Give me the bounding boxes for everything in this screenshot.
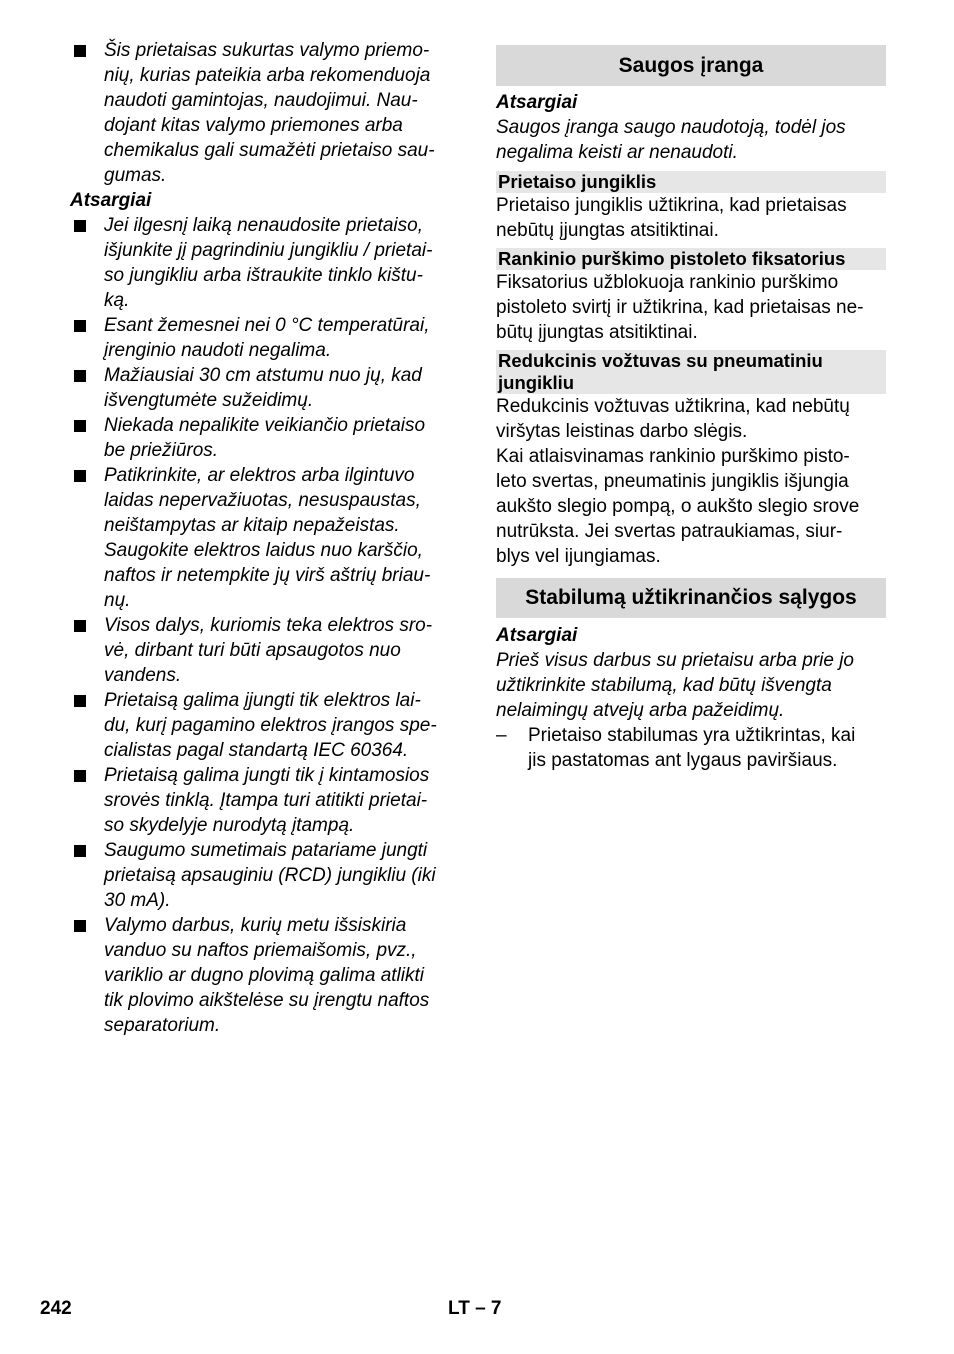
dash-bullet: – xyxy=(496,725,507,746)
square-bullet-icon xyxy=(74,620,86,632)
bullet-item: Prietaisą galima įjungti tik elektros lai- du, kurį pagamino elektros įrangos spe- cialistas pagal standartą IEC 60364. xyxy=(70,688,462,763)
square-bullet-icon xyxy=(74,45,86,57)
bullet-item: Niekada nepalikite veikiančio prietaiso be priežiūros. xyxy=(70,413,462,463)
square-bullet-icon xyxy=(74,320,86,332)
square-bullet-icon xyxy=(74,845,86,857)
square-bullet-icon xyxy=(74,370,86,382)
intro-bullet: Šis prietaisas sukurtas valymo priemo- nių, kurias pateikia arba rekomenduoja naudoti gamintojas, naudojimui. Nau- dojant kitas valymo priemones arba chemikalus gali sumažėti prietaiso sau- gumas. xyxy=(70,38,462,188)
bullet-item: Patikrinkite, ar elektros arba ilgintuvo laidas nepervažiuotas, nesuspaustas, neištampytas ar kitaip nepažeistas. Saugokite elektros laidus nuo karščio, naftos ir netempkite jų virš aštrių briau- nų. xyxy=(70,463,462,613)
warning-label: Atsargiai xyxy=(496,92,578,113)
bullet-item: Prietaisą galima jungti tik į kintamosios srovės tinklą. Įtampa turi atitikti prietai- so skydelyje nurodytą įtampą. xyxy=(70,763,462,838)
bullet-item: Esant žemesnei nei 0 °C temperatūrai, įrenginio naudoti negalima. xyxy=(70,313,462,363)
language-page-label: LT – 7 xyxy=(448,1298,502,1319)
bullet-item: Visos dalys, kuriomis teka elektros sro- vė, dirbant turi būti apsaugotos nuo vandens. xyxy=(70,613,462,688)
subheading-device-switch: Prietaiso jungiklis xyxy=(496,171,886,193)
bullet-item: Mažiausiai 30 cm atstumu nuo jų, kad išvengtumėte sužeidimų. xyxy=(70,363,462,413)
square-bullet-icon xyxy=(74,695,86,707)
square-bullet-icon xyxy=(74,220,86,232)
right-column xyxy=(496,45,886,773)
warning-label: Atsargiai xyxy=(70,190,152,211)
square-bullet-icon xyxy=(74,470,86,482)
paragraph: Prietaiso jungiklis užtikrina, kad prietaisas nebūtų įjungtas atsitiktinai. xyxy=(496,195,847,241)
paragraph: Redukcinis vožtuvas užtikrina, kad nebūtų viršytas leistinas darbo slėgis. xyxy=(496,396,850,442)
paragraph: Fiksatorius užblokuoja rankinio purškimo pistoleto svirtį ir užtikrina, kad prietaisas ne- būtų įjungtas atsitiktinai. xyxy=(496,272,864,343)
square-bullet-icon xyxy=(74,770,86,782)
square-bullet-icon xyxy=(74,420,86,432)
section-heading-stability: Stabilumą užtikrinančios sąlygos xyxy=(496,578,886,618)
bullet-item: Valymo darbus, kurių metu išsiskiria vanduo su naftos priemaišomis, pvz., variklio ar dugno plovimą galima atlikti tik plovimo aikštelėse su įrengtu naftos separatorium. xyxy=(70,913,462,1038)
bullet-item: Jei ilgesnį laiką nenaudosite prietaiso, išjunkite jį pagrindiniu jungikliu / prietai- so jungikliu arba ištraukite tinklo kištu- ką. xyxy=(70,213,462,313)
page-number: 242 xyxy=(40,1298,72,1319)
subheading-trigger-lock: Rankinio purškimo pistoleto fiksatorius xyxy=(496,248,886,270)
warning-text: Saugos įranga saugo naudotoją, todėl jos negalima keisti ar nenaudoti. xyxy=(496,117,846,163)
dash-list-item: – Prietaiso stabilumas yra užtikrintas, kai jis pastatomas ant lygaus paviršiaus. xyxy=(496,725,856,771)
square-bullet-icon xyxy=(74,920,86,932)
paragraph: Kai atlaisvinamas rankinio purškimo pisto- leto svertas, pneumatinis jungiklis išjungia aukšto slegio pompą, o aukšto slegio srove nutrūksta. Jei svertas patraukiamas, siur- blys vel ijungiamas. xyxy=(496,446,860,567)
warning-label: Atsargiai xyxy=(496,625,578,646)
section-heading-safety-devices: Saugos įranga xyxy=(496,45,886,86)
left-column xyxy=(70,38,462,1038)
subheading-pressure-switch: Redukcinis vožtuvas su pneumatiniu jungikliu xyxy=(496,350,886,394)
warning-text: Prieš visus darbus su prietaisu arba prie jo užtikrinkite stabilumą, kad būtų išvengta nelaimingų atvejų arba pažeidimų. xyxy=(496,650,855,721)
bullet-item: Saugumo sumetimais patariame jungti prietaisą apsauginiu (RCD) jungikliu (iki 30 mA). xyxy=(70,838,462,913)
